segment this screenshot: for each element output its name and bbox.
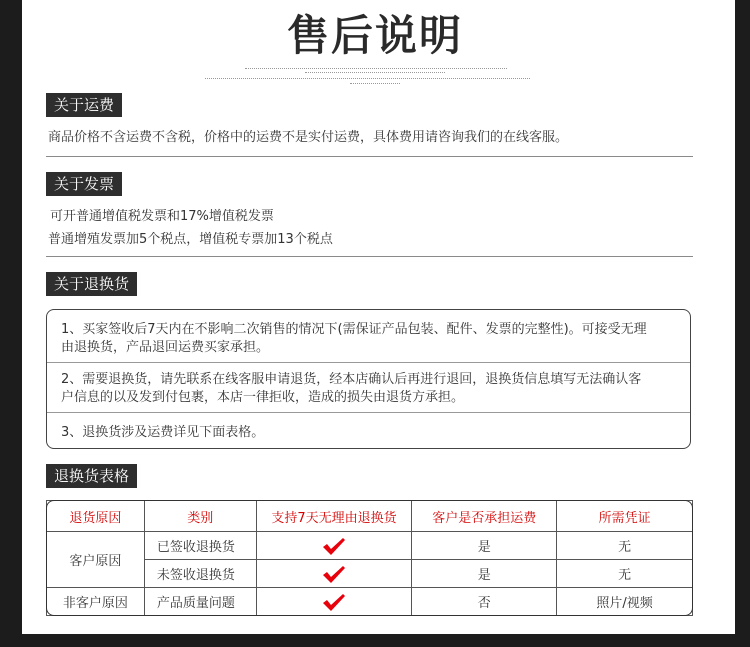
table-row: [47, 532, 693, 560]
returns-item-1-line-1: 1、买家签收后7天内在不影响二次销售的情况下(需保证产品包装、配件、发票的完整性)。可接受无理: [61, 322, 647, 337]
divider: [46, 156, 693, 157]
invoice-line-1: 可开普通增值税发票和17%增值税发票: [50, 209, 274, 224]
category-cell: 未签收退换货: [144, 560, 256, 588]
section-heading-returns: 关于退换货: [46, 272, 137, 296]
divider: [47, 412, 690, 413]
title-dotted-rule: [305, 72, 445, 73]
shipping-text: 商品价格不含运费不含税，价格中的运费不是实付运费，具体费用请咨询我们的在线客服。: [48, 130, 569, 145]
reason-cell: 非客户原因: [47, 588, 145, 616]
header-seven-day: 支持7天无理由退换货: [256, 501, 412, 532]
check-cell: [256, 560, 412, 588]
header-reason: 退货原因: [47, 501, 145, 532]
check-mark-icon: [321, 536, 347, 556]
returns-item-3: 3、退换货涉及运费详见下面表格。: [61, 425, 265, 440]
title-dotted-rule: [350, 83, 400, 84]
divider: [46, 256, 693, 257]
table-row: [47, 560, 693, 588]
section-heading-shipping: 关于运费: [46, 93, 122, 117]
header-category: 类别: [144, 501, 256, 532]
category-cell: 已签收退换货: [144, 532, 256, 560]
section-heading-table: 退换货表格: [46, 464, 137, 488]
proof-cell: 照片/视频: [557, 588, 693, 616]
page-title: 售后说明: [286, 11, 463, 60]
reason-cell: 客户原因: [47, 532, 145, 588]
shipping-cell: 否: [412, 588, 557, 616]
returns-item-1-line-2: 由退换货，产品退回运费买家承担。: [61, 340, 270, 355]
check-mark-icon: [321, 592, 347, 612]
check-cell: [256, 588, 412, 616]
shipping-cell: 是: [412, 560, 557, 588]
check-mark-icon: [321, 564, 347, 584]
check-cell: [256, 532, 412, 560]
shipping-cell: 是: [412, 532, 557, 560]
proof-cell: 无: [557, 532, 693, 560]
table-row: [47, 588, 693, 616]
proof-cell: 无: [557, 560, 693, 588]
header-proof: 所需凭证: [557, 501, 693, 532]
returns-item-2-line-1: 2、需要退换货，请先联系在线客服申请退货，经本店确认后再进行退回，退换货信息填写无法确认客: [61, 372, 642, 387]
returns-item-2-line-2: 户信息的以及发到付包裹，本店一律拒收，造成的损失由退货方承担。: [61, 390, 465, 405]
table-header-row: [47, 501, 693, 532]
returns-table: [46, 500, 693, 616]
category-cell: 产品质量问题: [144, 588, 256, 616]
section-heading-invoice: 关于发票: [46, 172, 122, 196]
title-dotted-rule: [245, 68, 507, 69]
invoice-line-2: 普通增殖发票加5个税点，增值税专票加13个税点: [48, 232, 333, 247]
header-shipping: 客户是否承担运费: [412, 501, 557, 532]
returns-policy-box: [46, 309, 691, 449]
title-dotted-rule: [205, 78, 530, 79]
divider: [47, 362, 690, 363]
